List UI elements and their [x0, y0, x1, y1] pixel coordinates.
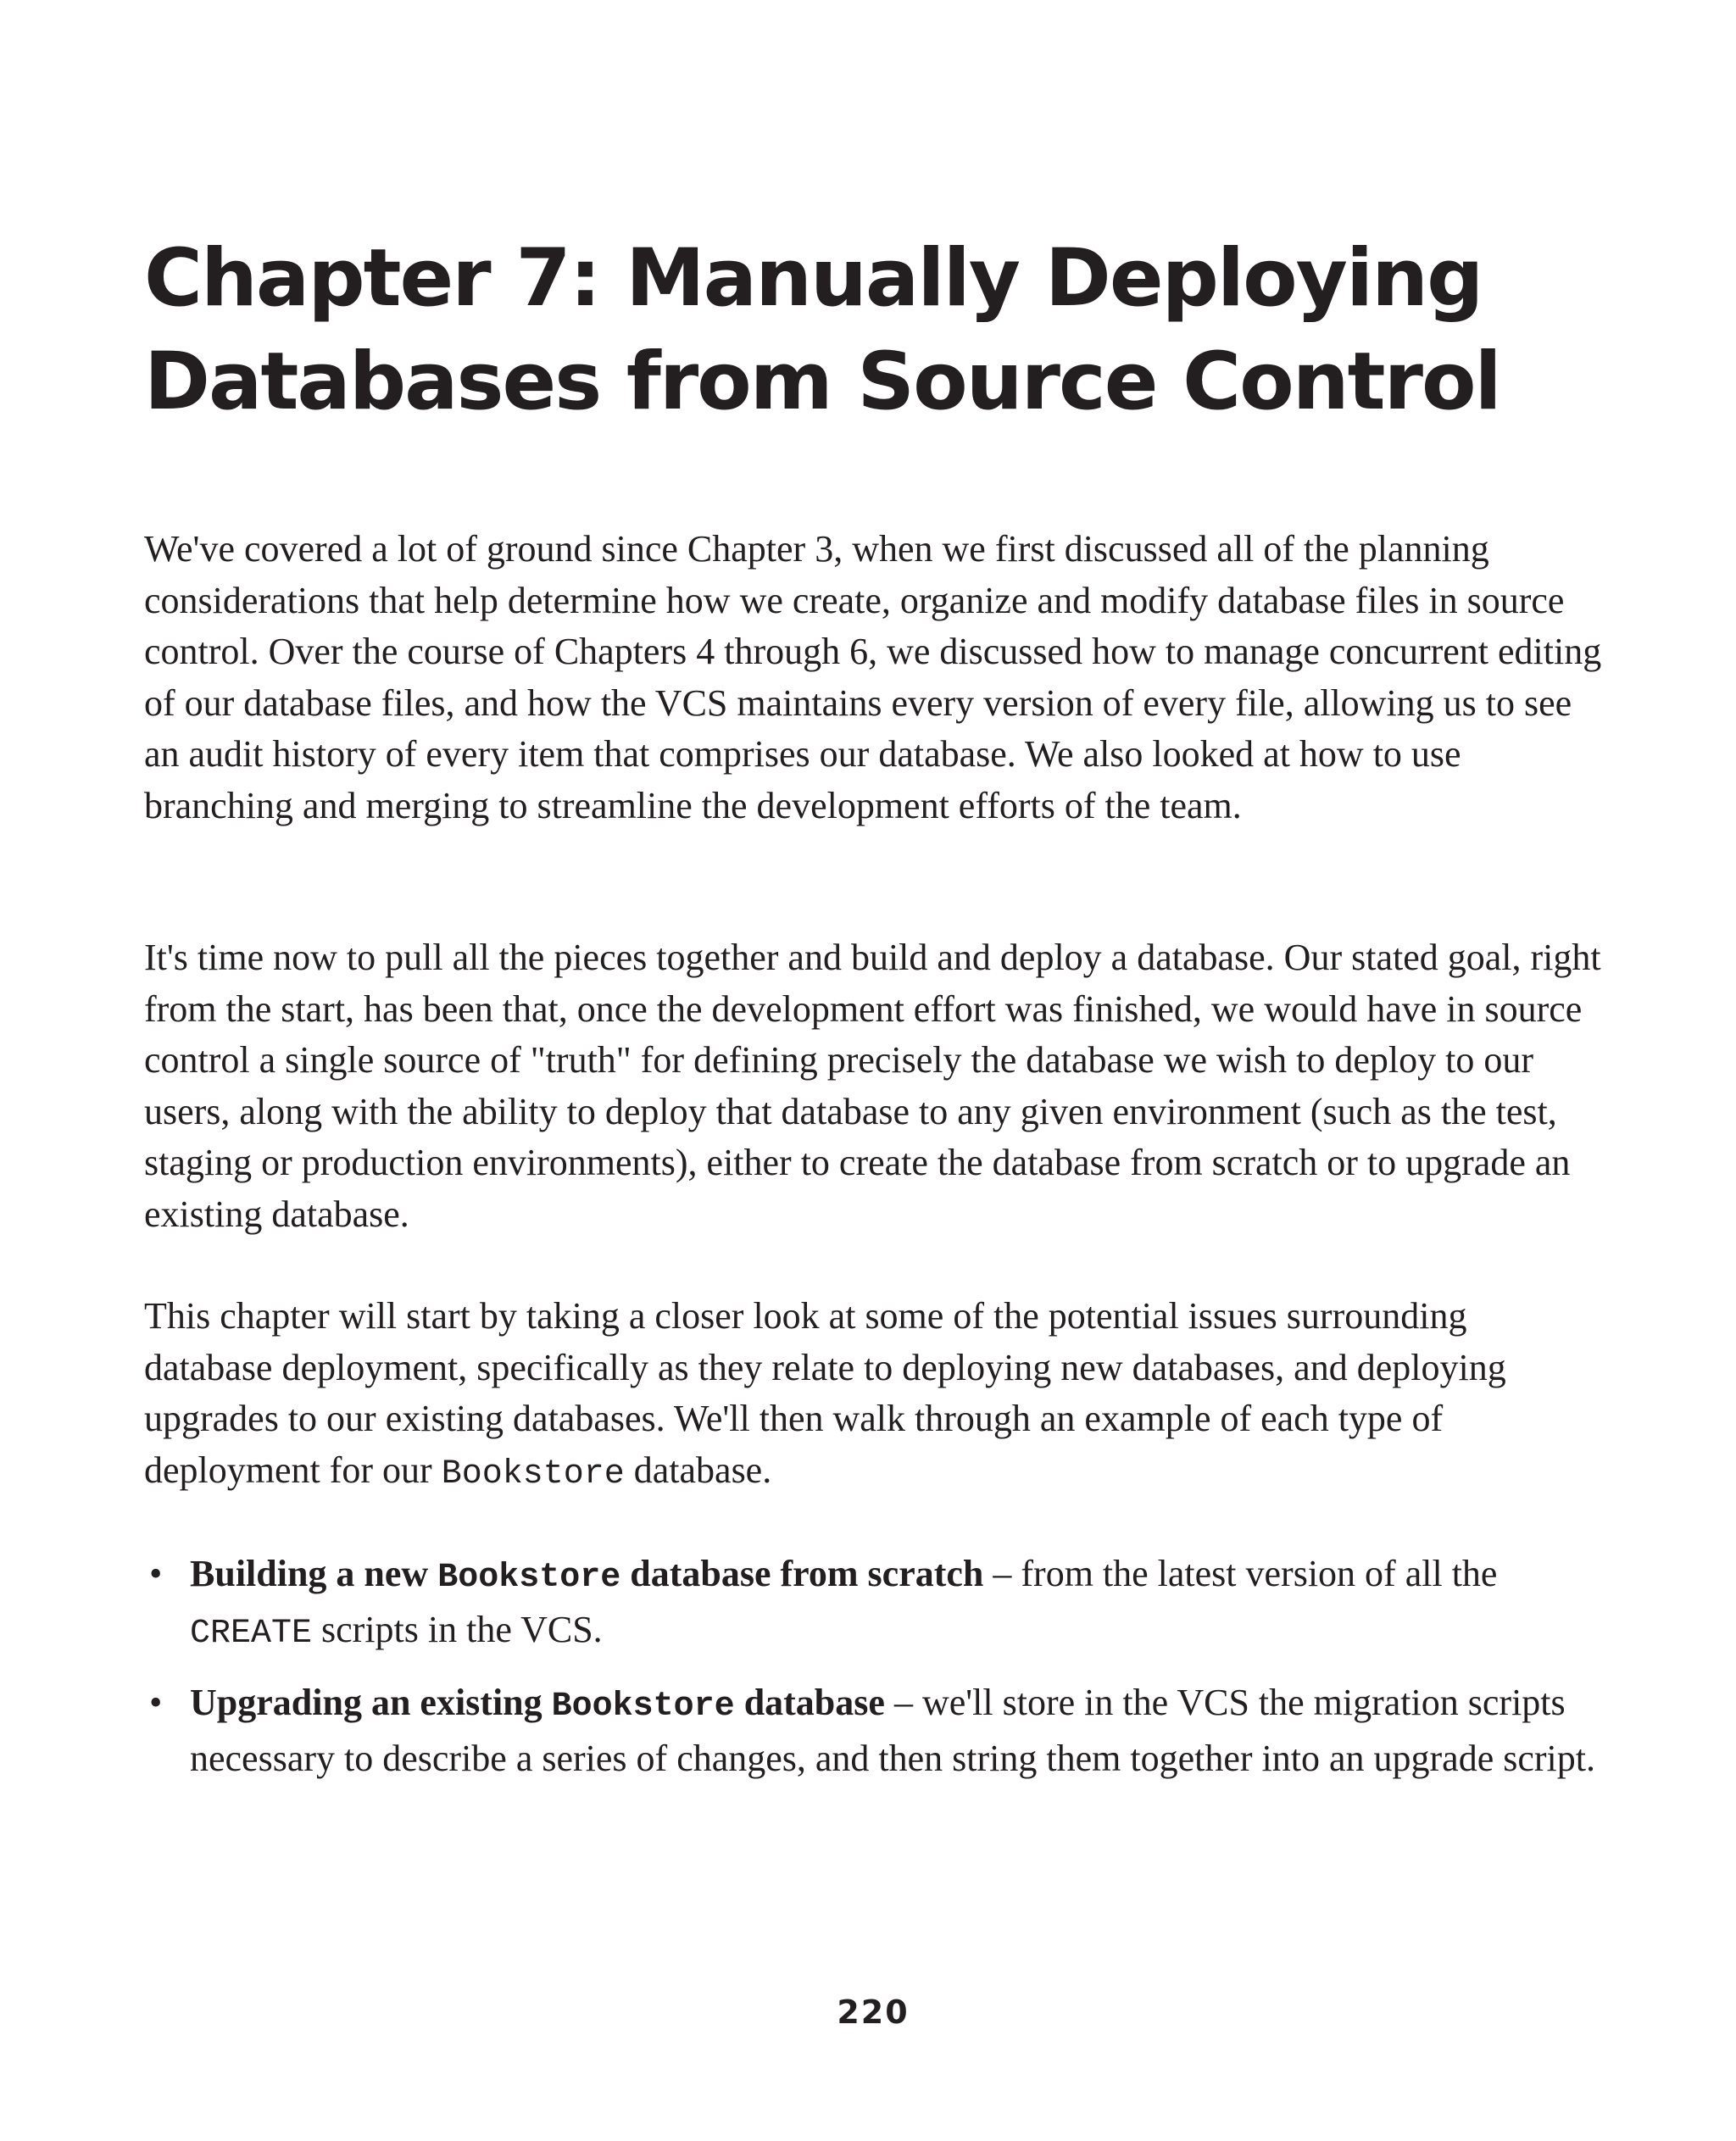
list-item-text: – we'll store in the VCS the migration scripts necessary to describe a series of changes, and then string them together into an upgrade script. [190, 1682, 1595, 1779]
deployment-types-list-item-2 [144, 1677, 1602, 1784]
deployment-types-list-item-1 [144, 1549, 1602, 1660]
chapter-title-line-2: Databases from Source Control [144, 336, 1500, 428]
chapter-title [144, 227, 1500, 434]
intro-paragraph: We've covered a lot of ground since Chapter 3, when we first discussed all of the planning considerations that help determine how we create, organize and modify database files in source control. Over the course of Chapters 4 through 6, we discussed how to manage concurrent editing of our database files, and how the VCS maintains every version of every file, allowing us to see an audit history of every item that comprises our database. We also looked at how to use branching and merging to streamline the development efforts of the team. [144, 528, 1602, 826]
heading-text: database from scratch [620, 1553, 984, 1594]
chapter-title-line-1: Chapter 7: Manually Deploying [144, 232, 1483, 325]
heading-text: Upgrading an existing [190, 1682, 552, 1723]
heading-text: Building a new [190, 1553, 438, 1594]
bookstore-code-term: Bookstore [441, 1454, 625, 1493]
list-item [144, 1677, 1602, 1784]
bookstore-code-term: Bookstore [437, 1559, 621, 1597]
list-item-text: – from the latest version of all the [983, 1553, 1498, 1594]
overview-text-start: This chapter will start by taking a closer look at some of the potential issues surrounding database deployment, specifically as they relate to deploying new databases, and deploying upgrades to our existing databases. We'll then walk through an example of each type of deployment for our [144, 1295, 1506, 1491]
list-item-heading [190, 1682, 885, 1726]
heading-text: database [734, 1682, 885, 1723]
goal-paragraph: It's time now to pull all the pieces together and build and deploy a database. Our stated goal, right from the start, has been that, once the development effort was finished, we would have in source control a single source of "truth" for defining precisely the database we wish to deploy to our users, along with the ability to deploy that database to any given environment (such as the test, staging or production environments), either to create the database from scratch or to upgrade an existing database. [144, 937, 1601, 1235]
chapter-overview-paragraph [144, 1291, 1602, 1500]
bullet-icon: • [149, 1553, 163, 1594]
page-number: 220 [837, 1994, 910, 2031]
bullet-icon: • [149, 1682, 163, 1723]
bookstore-code-term: Bookstore [551, 1688, 735, 1726]
overview-text-end: database. [624, 1449, 772, 1491]
list-item [144, 1549, 1602, 1660]
list-item-text: scripts in the VCS. [312, 1608, 603, 1650]
create-code-term: CREATE [190, 1614, 313, 1653]
book-page [144, 0, 1602, 2141]
list-item-heading [190, 1553, 984, 1597]
